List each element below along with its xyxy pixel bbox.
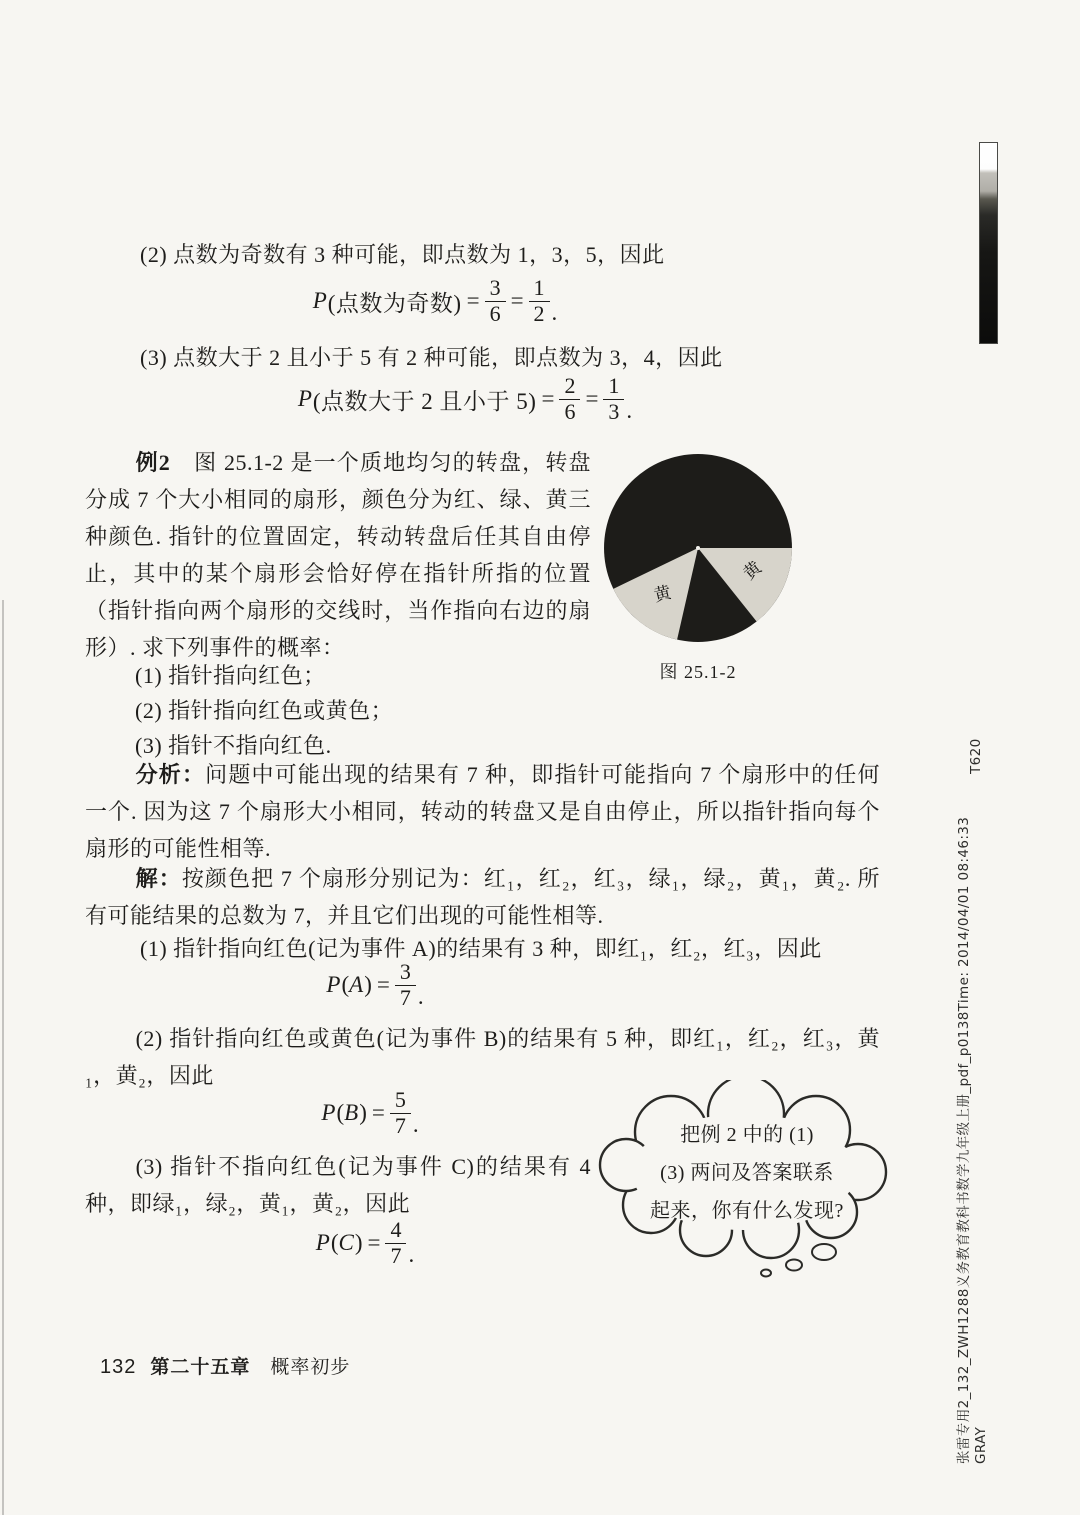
page-footer <box>100 1352 350 1379</box>
event-var: C <box>338 1230 354 1256</box>
margin-scan-info <box>956 817 990 1464</box>
fraction: $\frac{1}{2}$ <box>529 276 550 326</box>
equals-sign: = <box>466 288 480 314</box>
formula-var: P <box>315 1230 330 1256</box>
paren-close: ) <box>354 1230 363 1256</box>
chapter-title: 第二十五章 <box>150 1357 251 1378</box>
example2-body: 图 25.1-2 是一个质地均匀的转盘，转盘分成 7 个大小相同的扇形，颜色分为红、绿、黄三种颜色. 指针的位置固定，转动转盘后任其自由停止，其中的某个扇形会恰好停在指针所指的位置（指针指向两个扇形的交线时，当作指向右边的扇形）. 求下列事件的概率： <box>85 450 591 660</box>
prev-item-3: (3) 点数大于 2 且小于 5 有 2 种可能，即点数为 3，4，因此 <box>140 345 723 370</box>
formula-period: . <box>417 984 424 1010</box>
bubble-line-3: 起来，你有什么发现? <box>650 1200 844 1222</box>
margin-code-t620: T620 <box>968 738 984 774</box>
solution-step-2: (2) 指针指向红色或黄色(记为事件 B)的结果有 5 种，即红₁，红₂，红₃，黄₁，黄₂，因此 <box>85 1026 880 1088</box>
paren-open: ( <box>330 1230 339 1256</box>
yellow-label-right: 黄 <box>739 557 766 584</box>
formula-arg: (点数为奇数) <box>327 290 462 316</box>
grayscale-calibration-bar <box>979 142 998 344</box>
section-title: 概率初步 <box>270 1357 351 1378</box>
spinner-image <box>601 452 795 644</box>
bubble-line-1: 把例 2 中的 (1) <box>680 1124 814 1146</box>
example2-paragraph <box>85 444 591 666</box>
formula-period: . <box>626 398 633 424</box>
bubble-line-2: (3) 两问及答案联系 <box>660 1162 834 1184</box>
question-1: (1) 指针指向红色； <box>135 663 326 688</box>
equals-sign: = <box>585 386 599 412</box>
analysis-label: 分析： <box>135 762 206 787</box>
equals-sign: = <box>510 288 524 314</box>
formula-arg: (点数大于 2 且小于 5) <box>312 388 537 414</box>
question-3: (3) 指针不指向红色. <box>135 733 332 758</box>
paren-open: ( <box>336 1100 345 1126</box>
fraction: $\frac{2}{6}$ <box>559 374 580 424</box>
formula-var: P <box>326 972 341 998</box>
spinner-figure <box>601 452 795 684</box>
scan-info-line: 张雷专用2_132_ZWH1288义务教育教科书数学九年级上册_pdf_p0138Time: 2014/04/01 08:46:33 <box>956 816 972 1464</box>
fraction: $\frac{3}{7}$ <box>395 960 416 1010</box>
formula-period: . <box>551 300 558 326</box>
thought-bubble-text <box>628 1116 866 1230</box>
paren-open: ( <box>341 972 350 998</box>
fraction: $\frac{4}{7}$ <box>385 1218 406 1268</box>
analysis-paragraph <box>85 756 880 867</box>
gray-label: GRAY <box>973 1426 989 1464</box>
formula-p-odd <box>85 276 785 326</box>
solution-intro: 按颜色把 7 个扇形分别记为：红₁，红₂，红₃，绿₁，绿₂，黄₁，黄₂. 所有可能结果的总数为 7，并且它们出现的可能性相等. <box>85 866 880 928</box>
equals-sign: = <box>376 972 390 998</box>
fraction: $\frac{5}{7}$ <box>390 1088 411 1138</box>
scan-edge-artifact <box>2 600 4 1515</box>
solution-step-1: (1) 指针指向红色(记为事件 A)的结果有 3 种，即红₁，红₂，红₃，因此 <box>140 936 822 961</box>
figure-caption: 图 25.1-2 <box>659 662 737 682</box>
formula-var: P <box>297 386 312 412</box>
equals-sign: = <box>541 386 555 412</box>
formula-p-a <box>85 960 665 1010</box>
prev-item-2: (2) 点数为奇数有 3 种可能，即点数为 1，3，5，因此 <box>140 242 665 267</box>
equals-sign: = <box>367 1230 381 1256</box>
paren-close: ) <box>364 972 372 998</box>
formula-period: . <box>408 1242 415 1268</box>
event-var: A <box>349 972 364 998</box>
paren-close: ) <box>359 1100 367 1126</box>
formula-var: P <box>312 288 327 314</box>
solution-intro-paragraph <box>85 860 880 934</box>
formula-period: . <box>412 1112 419 1138</box>
formula-p-range <box>85 374 845 424</box>
event-var: B <box>344 1100 359 1126</box>
fraction: $\frac{3}{6}$ <box>485 276 506 326</box>
spinner-center-dot <box>696 546 700 550</box>
formula-p-b <box>85 1088 655 1138</box>
solution-step-3: (3) 指针不指向红色(记为事件 C)的结果有 4 种，即绿₁，绿₂，黄₁，黄₂，因此 <box>85 1154 591 1216</box>
solution-label: 解： <box>135 866 182 891</box>
page-number: 132 <box>100 1356 137 1378</box>
fraction: $\frac{1}{3}$ <box>603 374 624 424</box>
formula-var: P <box>321 1100 336 1126</box>
example2-label: 例2 <box>135 450 171 475</box>
example2-questions <box>85 658 591 763</box>
analysis-body: 问题中可能出现的结果有 7 种，即指针可能指向 7 个扇形中的任何一个. 因为这 7 个扇形大小相同，转动的转盘又是自由停止，所以指针指向每个扇形的可能性相等. <box>85 762 880 861</box>
formula-p-c <box>85 1218 645 1268</box>
yellow-label-left: 黄 <box>651 582 674 606</box>
thought-bubble <box>596 1080 896 1285</box>
equals-sign: = <box>371 1100 385 1126</box>
question-2: (2) 指针指向红色或黄色； <box>135 698 394 723</box>
